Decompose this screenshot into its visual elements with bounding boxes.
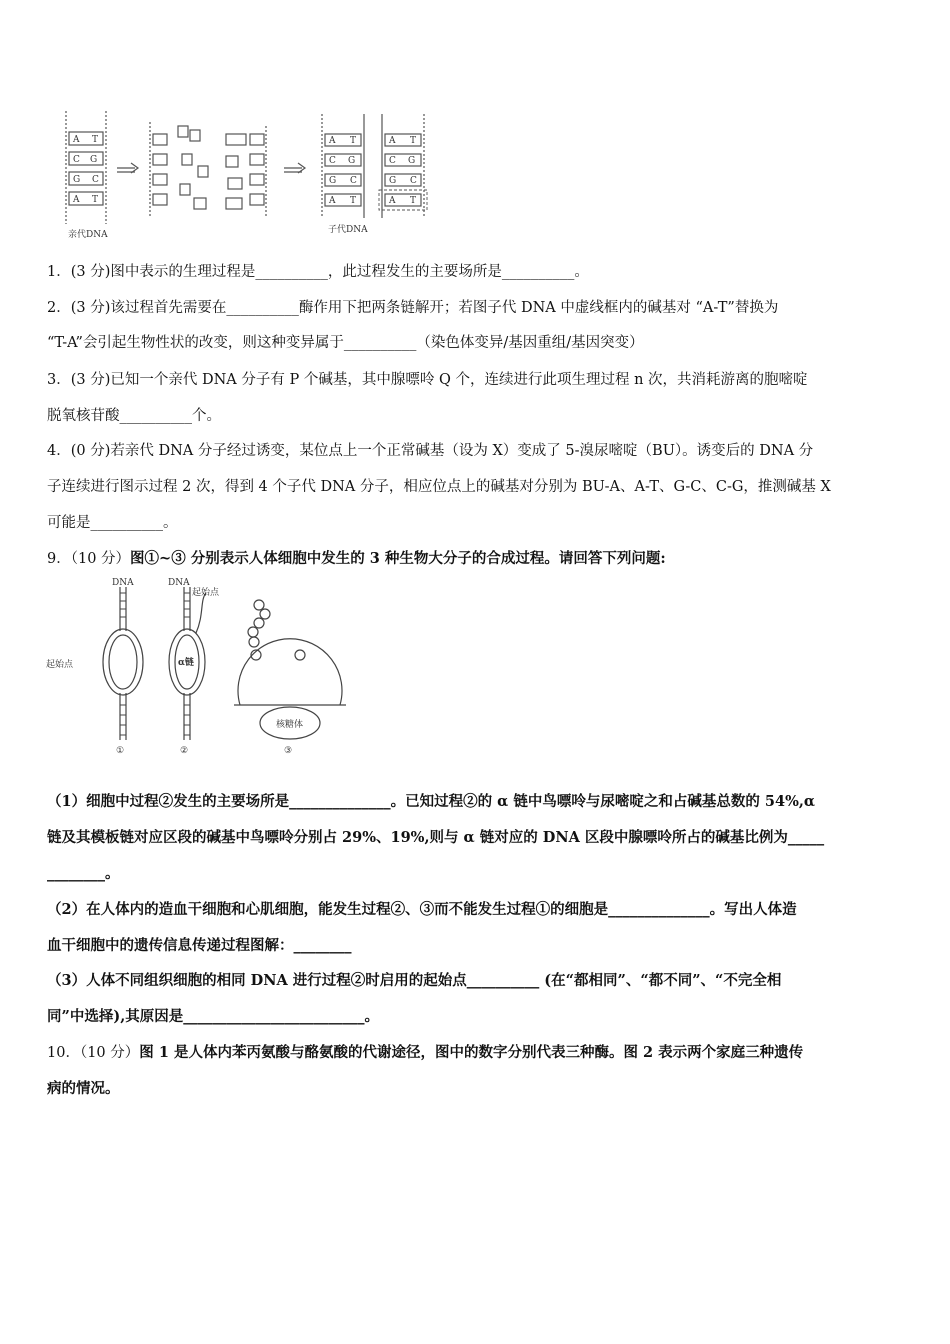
svg-text:G: G	[73, 175, 81, 185]
question-9-heading	[47, 549, 666, 569]
q9-part1-line-2: 链及其模板链对应区段的碱基中鸟嘌呤分别占 29%、19%,则与 α 链对应的 DNA 区段中腺嘌呤所占的碱基比例为_____	[47, 829, 825, 846]
process-2-number: ②	[180, 746, 189, 756]
svg-text:C: C	[410, 176, 417, 186]
svg-text:C: C	[73, 155, 80, 165]
svg-text:T: T	[92, 195, 99, 205]
process-1-number: ①	[116, 746, 125, 756]
svg-text:T: T	[350, 136, 357, 146]
svg-text:A: A	[329, 196, 336, 206]
svg-text:A: A	[73, 195, 80, 205]
svg-text:G: G	[329, 176, 337, 186]
q9-part3-line-1: （3）人体不同组织细胞的相同 DNA 进行过程②时启用的起始点__________ (在“都相同”、“都不同”、“不完全相	[47, 972, 782, 989]
q9-part2-line-1: （2）在人体内的造血干细胞和心肌细胞，能发生过程②、③而不能发生过程①的细胞是______________。写出人体造	[47, 901, 797, 918]
svg-text:C: C	[350, 176, 357, 186]
question-4-line-2: 子连续进行图示过程 2 次，得到 4 个子代 DNA 分子，相应位点上的碱基对分别为 BU-A、A-T、G-C、C-G，推测碱基 X	[47, 479, 831, 495]
svg-text:A: A	[389, 196, 396, 206]
origin-label-right: 起始点	[192, 588, 220, 598]
question-10-line-1: 图 1 是人体内苯丙氨酸与酪氨酸的代谢途径，图中的数字分别代表三种酶。图 2 表示两个家庭三种遗传	[139, 1044, 804, 1061]
question-2-line-1: 2．(3 分)该过程首先需要在__________酶作用下把两条链解开；若图子代 DNA 中虚线框内的碱基对 “A-T”替换为	[47, 300, 779, 316]
svg-text:G: G	[90, 155, 98, 165]
svg-text:T: T	[350, 196, 357, 206]
dna-replication-figure	[60, 106, 440, 241]
process-3-number: ③	[284, 746, 293, 756]
svg-text:C: C	[92, 175, 99, 185]
svg-text:T: T	[410, 136, 417, 146]
question-4-line-1: 4．(0 分)若亲代 DNA 分子经过诱变，某位点上一个正常碱基（设为 X）变成了 5-溴尿嘧啶（BU）。诱变后的 DNA 分	[47, 443, 814, 459]
dna-label-2: DNA	[168, 578, 190, 588]
alpha-chain-label: α链	[178, 658, 194, 668]
ribosome-label: 核糖体	[276, 720, 304, 730]
question-3-line-1: 3．(3 分)已知一个亲代 DNA 分子有 P 个碱基，其中腺嘌呤 Q 个，连续进行此项生理过程 n 次，共消耗游离的胞嘧啶	[47, 372, 808, 388]
svg-text:C: C	[329, 156, 336, 166]
question-1: 1．(3 分)图中表示的生理过程是__________，此过程发生的主要场所是__________。	[47, 264, 589, 280]
question-9-title: 图①~③ 分别表示人体细胞中发生的 3 种生物大分子的合成过程。请回答下列问题:	[130, 550, 666, 567]
q9-part1-line-1: （1）细胞中过程②发生的主要场所是______________。已知过程②的 α 链中鸟嘌呤与尿嘧啶之和占碱基总数的 54%,α	[47, 793, 816, 810]
svg-text:A: A	[389, 136, 396, 146]
svg-text:A: A	[73, 135, 80, 145]
question-9-number: 9．（10 分）	[47, 551, 131, 567]
svg-text:A: A	[329, 136, 336, 146]
question-10-number: 10．（10 分）	[47, 1045, 140, 1061]
svg-text:T: T	[92, 135, 99, 145]
question-2-line-2: “T-A”会引起生物性状的改变，则这种变异属于__________（染色体变异/基因重组/基因突变）	[47, 335, 644, 351]
svg-text:G: G	[408, 156, 416, 166]
origin-label-left: 起始点	[46, 660, 74, 670]
svg-text:G: G	[348, 156, 356, 166]
question-10-line-2: 病的情况。	[47, 1080, 120, 1097]
svg-text:G: G	[389, 176, 397, 186]
child-dna-label: 子代DNA	[328, 225, 368, 235]
synthesis-processes-figure	[44, 575, 374, 760]
question-10-heading	[47, 1043, 803, 1063]
question-4-line-3: 可能是__________。	[47, 515, 178, 531]
question-3-line-2: 脱氧核苷酸__________个。	[47, 408, 221, 424]
q9-part3-line-2: 同”中选择),其原因是_________________________。	[47, 1008, 379, 1025]
svg-text:T: T	[410, 196, 417, 206]
parent-dna-label: 亲代DNA	[68, 230, 108, 240]
dna-label-1: DNA	[112, 578, 134, 588]
q9-part2-line-2: 血干细胞中的遗传信息传递过程图解：________	[47, 937, 352, 954]
q9-part1-line-3: ________。	[47, 865, 120, 882]
svg-text:C: C	[389, 156, 396, 166]
